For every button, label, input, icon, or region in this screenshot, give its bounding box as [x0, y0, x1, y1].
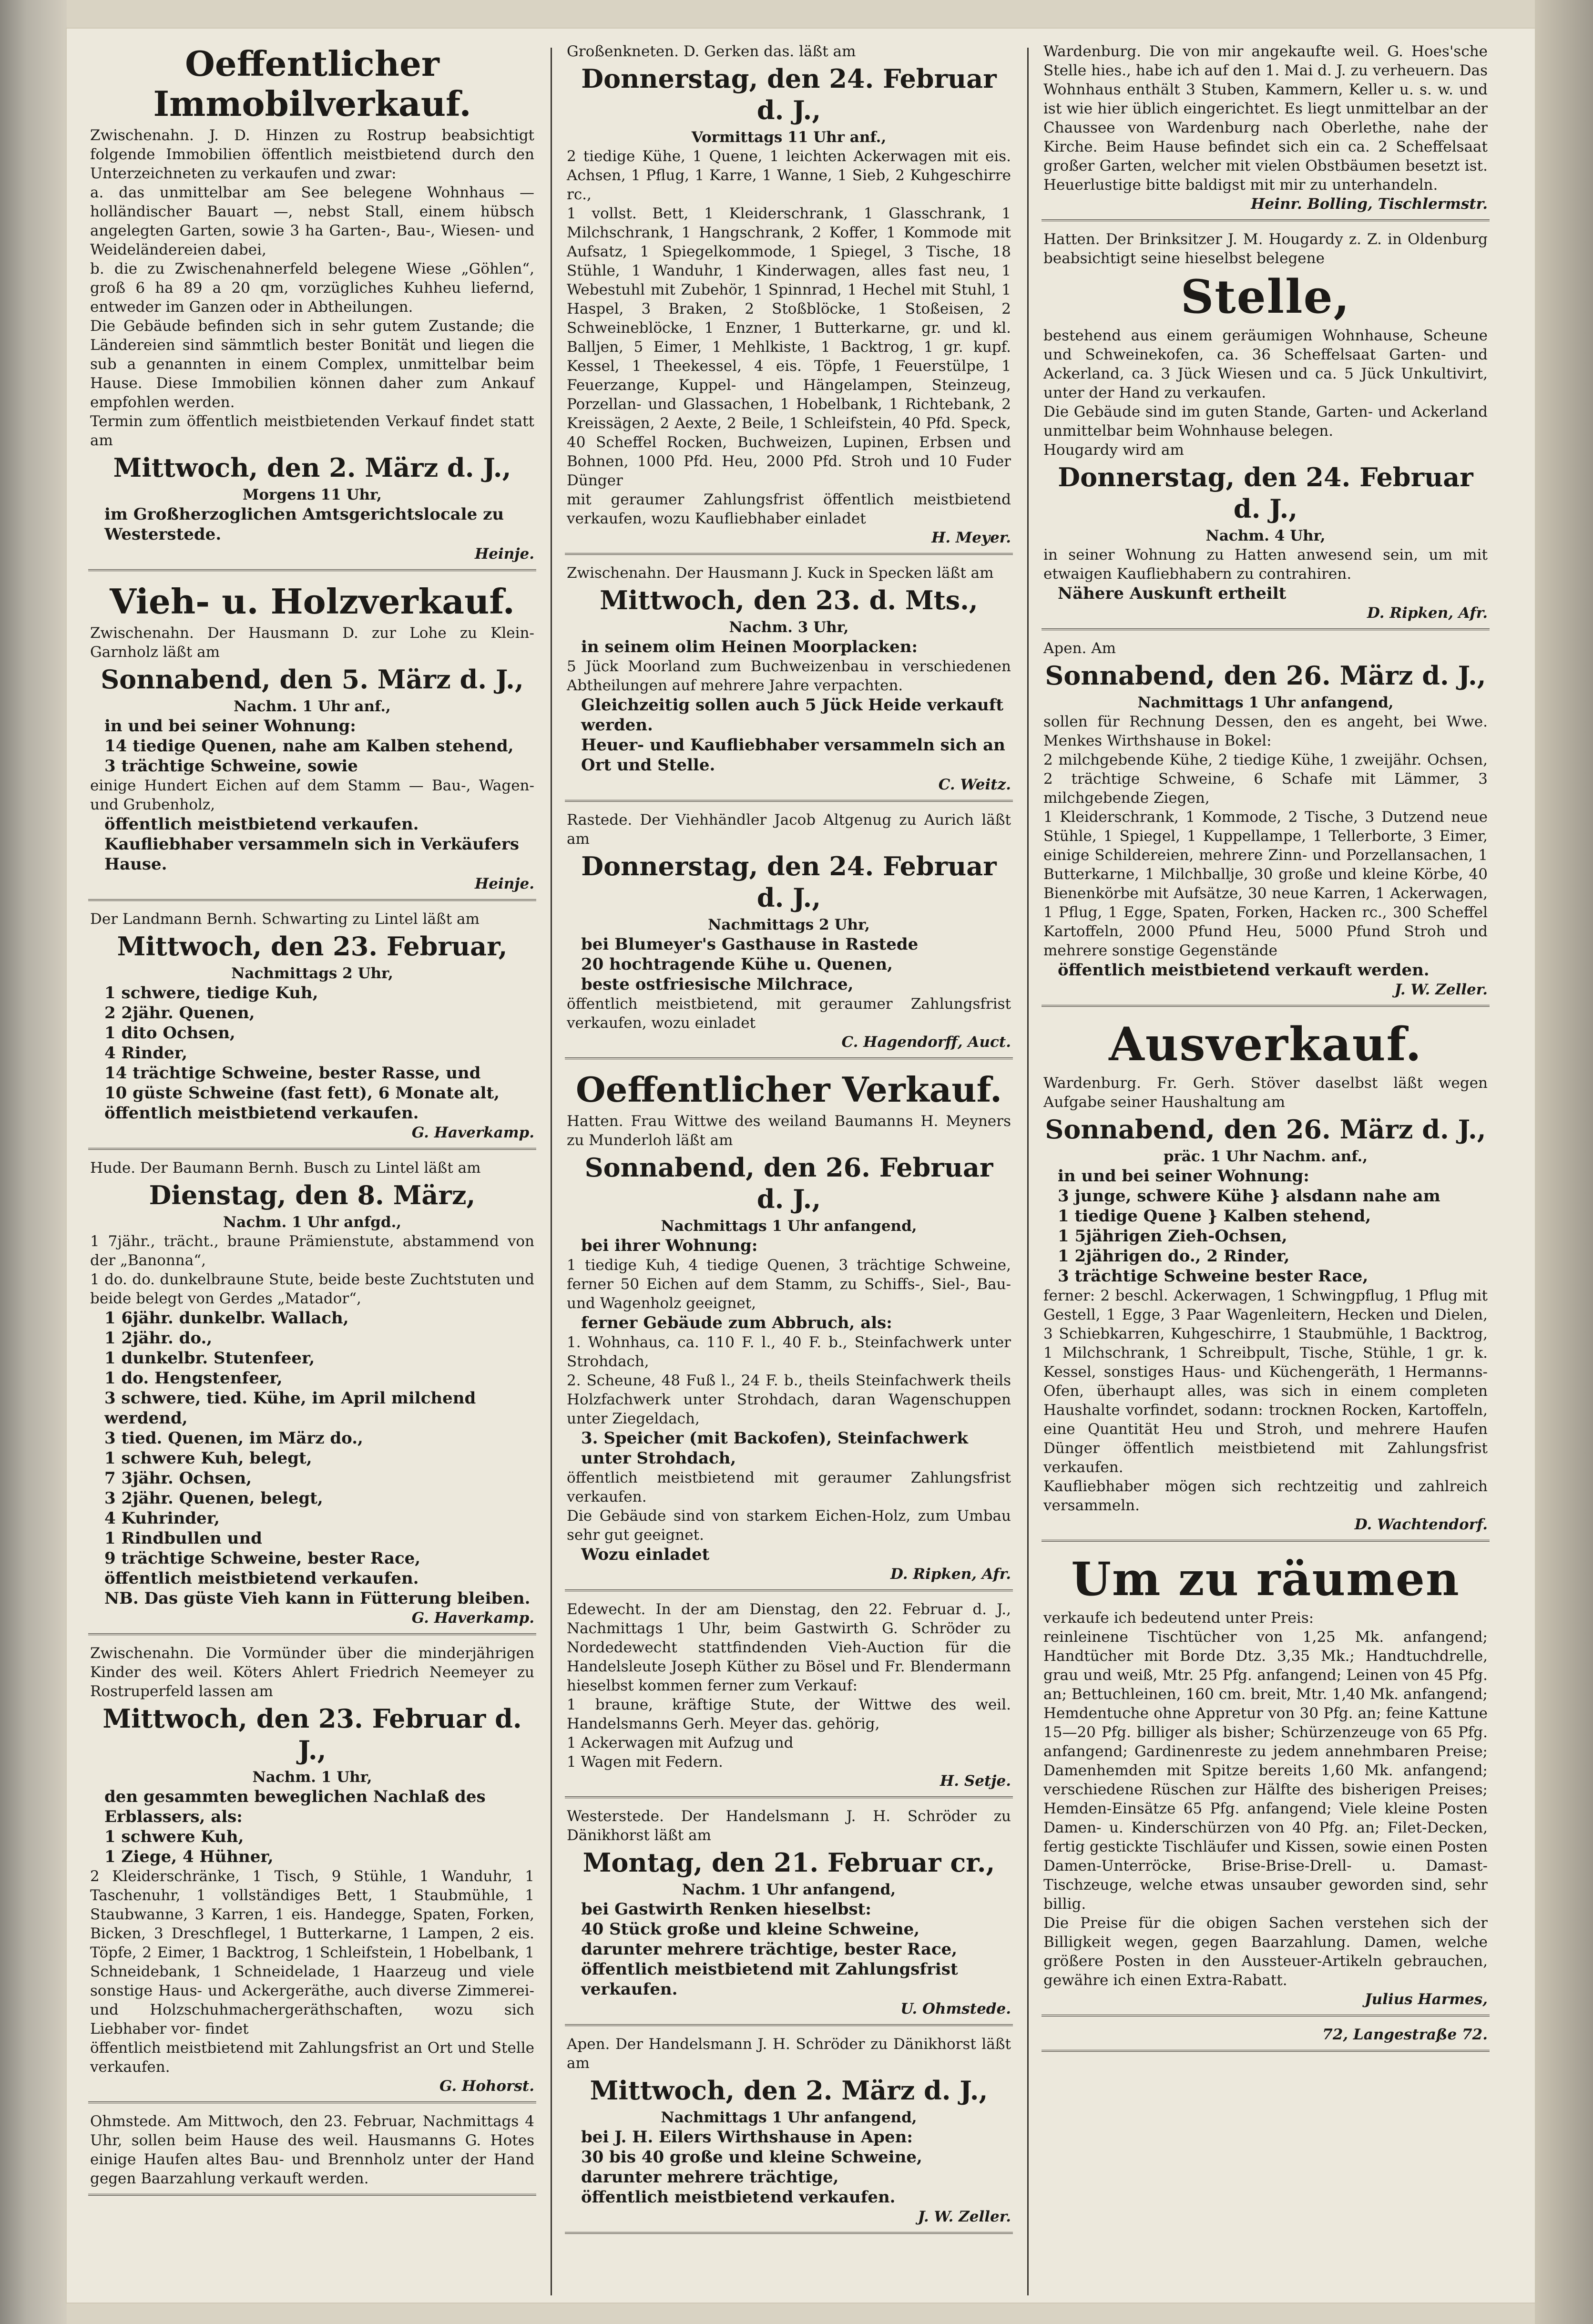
auction-time: Nachm. 4 Uhr, — [1205, 527, 1326, 544]
ad-item: 1 schwere Kuh, — [104, 1827, 244, 1846]
ad-text: 1 Wagen mit Federn. — [567, 1753, 723, 1771]
ad-text: Rastede. Der Viehhändler Jacob Altgenug zu Aurich läßt am — [567, 811, 1011, 848]
ad-item: öffentlich meistbietend mit Zahlungsfrist verkaufen. — [581, 1960, 958, 1999]
ad-signature: J. W. Zeller. — [918, 2208, 1011, 2225]
ad-text: Hougardy wird am — [1043, 441, 1184, 459]
auction-date: Mittwoch, den 23. Februar d. J., — [102, 1703, 522, 1765]
auction-time: Nachmittags 2 Uhr, — [708, 916, 870, 933]
ad-item: 1 6jähr. dunkelbr. Wallach, — [104, 1309, 349, 1328]
ad-title: Vieh- u. Holzverkauf. — [110, 581, 515, 622]
advertisement — [1042, 635, 1490, 1007]
column-1 — [88, 38, 536, 2305]
auction-date: Donnerstag, den 24. Februar d. J., — [581, 851, 997, 913]
ad-item: bei Gastwirth Renken hieselbst: — [581, 1900, 871, 1919]
ad-title: Oeffentlicher Verkauf. — [575, 1069, 1002, 1110]
ad-item: 2 2jähr. Quenen, — [104, 1003, 255, 1023]
page-edge — [1535, 0, 1593, 2324]
advertisement — [565, 807, 1013, 1059]
ad-item: 1 Kleiderschrank, 1 Kommode, 2 Tische, 3 Dutzend neue Stühle, 1 Spiegel, 1 Kuppellampe, 1 Tellerborte, 3 Eimer, einige Schildereien, mehrere Zinn- und Porzellansachen, 1 Butterkarne, 1 Milchballje, 30 große und kleine Körbe, 40 Bienenkörbe mit Aufsätze, 30 neue Karren, 1 Ackerwagen, 1 Pflug, 1 Egge, Spaten, Forken, Hacken rc., 300 Scheffel Kartoffeln, 2000 Pfund Heu, 5000 Pfund Stroh und mehrere sonstige Gegenstände — [1043, 809, 1488, 959]
auction-time: Nachm. 1 Uhr, — [252, 1769, 372, 1786]
advertisement — [88, 1155, 536, 1635]
advertisement — [565, 1803, 1013, 2026]
ad-item: 1 dunkelbr. Stutenfeer, — [104, 1349, 315, 1368]
ad-item: 30 bis 40 große und kleine Schweine, — [581, 2148, 922, 2167]
ad-signature: G. Haverkamp. — [411, 1124, 534, 1141]
ad-signature: G. Haverkamp. — [411, 1609, 534, 1627]
ad-item: 5 Jück Moorland zum Buchweizenbau in verschiedenen Abtheilungen auf mehrere Jahre verpachten. — [567, 658, 1011, 694]
auction-time: Nachmittags 2 Uhr, — [231, 965, 393, 982]
advertisement — [565, 560, 1013, 802]
advertisement — [1042, 1546, 1490, 2017]
ad-item: mit geraumer Zahlungsfrist öffentlich meistbietend verkaufen, wozu Kaufliebhaber einladet — [567, 491, 1011, 527]
ad-item: 2 Kleiderschränke, 1 Tisch, 9 Stühle, 1 Wanduhr, 1 Taschenuhr, 1 vollständiges Bett, 1 Staubmühle, 1 Staubwanne, 3 Karren, 1 eis. Handegge, Spaten, Forken, Bicken, 3 Dreschflegel, 1 Butterkarne, 1 Lampen, 2 eis. Töpfe, 2 Eimer, 1 Backtrog, 1 Schleifstein, 1 Hobelbank, 1 Schneidebank, 1 Schneidelade, 1 Haarzeug und viele sonstige Haus- und Ackergeräthe, auch diverse Zimmerei- und Holzschuhmachergeräthschaften, wozu sich Liebhaber vor- findet — [90, 1868, 534, 2037]
ad-item: 1 2jährigen do., 2 Rinder, — [1058, 1247, 1290, 1266]
column-2 — [565, 38, 1013, 2305]
auction-time: präc. 1 Uhr Nachm. anf., — [1163, 1148, 1368, 1165]
auction-date: Donnerstag, den 24. Februar d. J., — [1058, 462, 1473, 524]
ad-item: 1 schwere, tiedige Kuh, — [104, 983, 318, 1003]
ad-text: Wardenburg. Fr. Gerh. Stöver daselbst läßt wegen Aufgabe seiner Haushaltung am — [1043, 1075, 1488, 1111]
ad-item: in und bei seiner Wohnung: — [1058, 1167, 1309, 1186]
ad-item: 4 Kuhrinder, — [104, 1509, 220, 1528]
advertisement — [88, 906, 536, 1150]
auction-time: Nachmittags 1 Uhr anfangend, — [661, 1218, 917, 1235]
ad-item: öffentlich meistbietend verkauft werden. — [1058, 961, 1430, 980]
auction-date: Mittwoch, den 2. März d. J., — [590, 2075, 988, 2106]
ad-item: 4 Rinder, — [104, 1044, 188, 1063]
ad-signature: D. Wachtendorf. — [1354, 1516, 1488, 1533]
ad-item: sollen für Rechnung Dessen, den es angeht, bei Wwe. Menkes Wirthshause in Bokel: — [1043, 713, 1488, 749]
ad-text: 1 Ackerwagen mit Aufzug und — [567, 1734, 794, 1751]
ad-item: 3 tied. Quenen, im März do., — [104, 1429, 363, 1448]
ad-item: 20 hochtragende Kühe u. Quenen, — [581, 955, 893, 974]
ad-text: Großenkneten. D. Gerken das. läßt am — [567, 43, 856, 60]
ad-item: Kaufliebhaber mögen sich rechtzeitig und zahlreich versammeln. — [1043, 1478, 1488, 1514]
ad-item: 2 milchgebende Kühe, 2 tiedige Kühe, 1 zweijähr. Ochsen, 2 trächtige Schweine, 6 Schafe mit Lämmer, 3 milchgebende Ziegen, — [1043, 751, 1488, 807]
advertisement — [88, 1640, 536, 2103]
column-rule — [551, 48, 552, 2295]
ad-item: einige Hundert Eichen auf dem Stamm — Bau-, Wagen- und Grubenholz, — [90, 777, 534, 813]
column-rule — [1027, 48, 1029, 2295]
ad-item: Heuer- und Kaufliebhaber versammeln sich an Ort und Stelle. — [581, 736, 1005, 775]
ad-signature: Heinje. — [474, 875, 534, 892]
ad-item: öffentlich meistbietend mit geraumer Zahlungsfrist verkaufen. — [567, 1469, 1011, 1505]
ad-item: 40 Stück große und kleine Schweine, — [581, 1920, 920, 1939]
auction-time: Morgens 11 Uhr, — [243, 486, 382, 503]
ad-text: Hatten. Der Brinksitzer J. M. Hougardy z. Z. in Oldenburg beabsichtigt seine hieselbst belegene — [1043, 231, 1488, 267]
ad-item: bei ihrer Wohnung: — [581, 1236, 758, 1255]
ad-signature: G. Hohorst. — [439, 2078, 534, 2095]
auction-date: Dienstag, den 8. März, — [149, 1180, 476, 1210]
ad-item: 7 3jähr. Ochsen, — [104, 1469, 252, 1488]
ad-item: 9 trächtige Schweine, bester Race, — [104, 1549, 421, 1568]
ad-text: Edewecht. In der am Dienstag, den 22. Februar d. J., Nachmittags 1 Uhr, beim Gastwirth G. Schröder zu Nordedewecht stattfindenden Vieh-Auction für die Handelsleute Joseph Küther zu Bösel und Fr. Blendermann hieselbst kommen ferner zum Verkauf: — [567, 1601, 1011, 1694]
ad-title: Stelle, — [1180, 270, 1351, 324]
ad-text: 1 braune, kräftige Stute, der Wittwe des weil. Handelsmanns Gerh. Meyer das. gehörig, — [567, 1696, 1011, 1732]
ad-item: Die Gebäude sind von starkem Eichen-Holz, zum Umbau sehr gut geeignet. — [567, 1507, 1011, 1544]
ad-item: Gleichzeitig sollen auch 5 Jück Heide verkauft werden. — [581, 696, 1004, 735]
ad-signature: H. Meyer. — [931, 529, 1011, 546]
ad-signature: U. Ohmstede. — [900, 2000, 1011, 2017]
ad-title: Ausverkauf. — [1109, 1017, 1422, 1071]
ad-item: ferner Gebäude zum Abbruch, als: — [581, 1313, 892, 1332]
auction-time: Vormittags 11 Uhr anf., — [691, 129, 887, 146]
auction-date: Mittwoch, den 23. d. Mts., — [600, 585, 978, 615]
ad-item: 2 tiedige Kühe, 1 Quene, 1 leichten Ackerwagen mit eis. Achsen, 1 Pflug, 1 Karre, 1 Wanne, 1 Sieb, 2 Kuhgeschirre rc., — [567, 148, 1011, 203]
advertisement — [1042, 38, 1490, 221]
auction-date: Sonnabend, den 26. März d. J., — [1045, 660, 1486, 691]
auction-date: Mittwoch, den 2. März d. J., — [113, 452, 511, 483]
ad-item: in seiner Wohnung zu Hatten anwesend sein, um mit etwaigen Kaufliebhabern zu contrahiren. — [1043, 546, 1488, 583]
ad-item: 3 trächtige Schweine, sowie — [104, 757, 358, 776]
ad-item: 1. Wohnhaus, ca. 110 F. l., 40 F. b., Steinfachwerk unter Strohdach, — [567, 1334, 1011, 1370]
ad-item: öffentlich meistbietend verkaufen. — [104, 815, 419, 834]
ad-item: in und bei seiner Wohnung: — [104, 717, 356, 736]
ad-signature: C. Weitz. — [938, 776, 1011, 793]
advertisement — [565, 2031, 1013, 2234]
ad-item: 1 do. do. dunkelbraune Stute, beide beste Zuchtstuten und beide belegt von Gerdes „Matador“, — [90, 1271, 534, 1307]
ad-item: 1 Rindbullen und — [104, 1529, 262, 1548]
ad-text: b. die zu Zwischenahnerfeld belegene Wiese „Göhlen“, groß 6 ha 89 a 20 qm, vorzügliches Kuhheu liefernd, entweder im Ganzen oder in Abtheilungen. — [90, 260, 534, 316]
ad-item: 1 tiedige Quene } Kalben stehend, — [1058, 1207, 1371, 1226]
ad-item: bei Blumeyer's Gasthause in Rastede — [581, 935, 919, 954]
ad-text: Hude. Der Baumann Bernh. Busch zu Lintel läßt am — [90, 1159, 481, 1177]
ad-item: 1 dito Ochsen, — [104, 1024, 235, 1043]
ad-item: beste ostfriesische Milchrace, — [581, 975, 854, 994]
advertisement — [1042, 2021, 1490, 2052]
ad-item: Nähere Auskunft ertheilt — [1058, 584, 1287, 603]
auction-date: Donnerstag, den 24. Februar d. J., — [581, 63, 997, 125]
ad-text: Zwischenahn. Die Vormünder über die minderjährigen Kinder des weil. Köters Ahlert Friedrich Neemeyer zu Rostruperfeld lassen am — [90, 1645, 534, 1700]
ad-item: 3 trächtige Schweine bester Race, — [1058, 1267, 1368, 1286]
ad-text: Zwischenahn. Der Hausmann J. Kuck in Specken läßt am — [567, 564, 994, 582]
ad-signature: H. Setje. — [939, 1772, 1011, 1790]
ad-item: 1 Ziege, 4 Hühner, — [104, 1847, 274, 1866]
ad-item: bei J. H. Eilers Wirthshause in Apen: — [581, 2128, 913, 2147]
ad-item: den gesammten beweglichen Nachlaß des Erblassers, als: — [104, 1787, 486, 1826]
auction-date: Montag, den 21. Februar cr., — [582, 1847, 995, 1878]
auction-date: Mittwoch, den 23. Februar, — [117, 931, 508, 962]
ad-item: 14 trächtige Schweine, bester Rasse, und — [104, 1064, 481, 1083]
ad-item: im Großherzoglichen Amtsgerichtslocale zu Westerstede. — [104, 505, 504, 544]
ad-signature: J. W. Zeller. — [1394, 981, 1488, 998]
ad-item: öffentlich meistbietend verkaufen. — [104, 1104, 419, 1123]
ad-title: Um zu räumen — [1071, 1552, 1460, 1606]
page-spine — [0, 0, 67, 2324]
ad-text: bestehend aus einem geräumigen Wohnhause, Scheune und Schweinekofen, ca. 36 Scheffelsaat Garten- und Ackerland, ca. 3 Jück Wiesen und ca. 5 Jück Unkultivirt, unter der Hand zu verkaufen. — [1043, 327, 1488, 401]
advertisement — [88, 38, 536, 571]
ad-item: darunter mehrere trächtige, bester Race, — [581, 1940, 958, 1959]
ad-text: Hatten. Frau Wittwe des weiland Baumanns H. Meyners zu Munderloh läßt am — [567, 1113, 1011, 1149]
ad-item: 3. Speicher (mit Backofen), Steinfachwerk unter Strohdach, — [581, 1429, 968, 1468]
auction-time: Nachm. 1 Uhr anfgd., — [223, 1214, 402, 1231]
ad-text: Termin zum öffentlich meistbietenden Verkauf findet statt am — [90, 413, 534, 449]
ad-signature: 72, Langestraße 72. — [1322, 2026, 1488, 2043]
ad-item: in seinem olim Heinen Moorplacken: — [581, 637, 918, 656]
ad-text: a. das unmittelbar am See belegene Wohnhaus — holländischer Bauart —, nebst Stall, einem hübsch angelegten Garten, sowie 3 ha Garten-, Bau-, Wiesen- und Weideländereien dabei, — [90, 184, 534, 258]
ad-signature: Heinje. — [474, 545, 534, 563]
ad-signature: Heinr. Bolling, Tischlermstr. — [1251, 195, 1488, 213]
ad-item: ferner: 2 beschl. Ackerwagen, 1 Schwingpflug, 1 Pflug mit Gestell, 1 Egge, 3 Paar Wagenleitern, Hecken und Dielen, 3 Schiebkarren, Kuhgeschirre, 1 Staubmühle, 1 Backtrog, 1 Milchschrank, 1 Schreibpult, Tische, Stühle, 1 gr. k. Kessel, sonstiges Haus- und Küchengeräth, 1 Hermanns-Ofen, überhaupt alles, was sich in einem completen Haushalte vorfindet, sodann: trocknen Rocken, Kartoffeln, eine Quantität Heu und Stroh, und mehrere Haufen Dünger öffentlich meistbietend mit Zahlungsfrist verkaufen. — [1043, 1287, 1488, 1476]
ad-text: Apen. Am — [1043, 640, 1116, 657]
ad-text: reinleinene Tischtücher von 1,25 Mk. anfangend; Handtücher mit Borde Dtz. 3,35 Mk.; Handtuchdrelle, grau und weiß, Mtr. 25 Pfg. anfangend; Leinen von 45 Pfg. an; Bettuchleinen, 160 cm. breit, Mtr. 1,40 Mk. anfangend; Hemdentuche ohne Appretur von 30 Pfg. an; feine Kattune 15—20 Pfg. billiger als bisher; Schürzenzeuge von 65 Pfg. anfangend; Gardinenreste zu jedem annehmbaren Preise; Damenhemden mit Spitze bereits 1,60 Mk. anfangend; verschiedene Rüschen zur Hälfte des bisherigen Preises; Hemden-Einsätze 65 Pfg. anfangend; Viele kleine Posten Damen- u. Kinderschürzen von 40 Pfg. an; Filet-Decken, fertig gestickte Tischläufer und Kissen, sowie einen Posten Damen-Unterröcke, Brise-Brise-Drell- u. Damast-Tischzeuge, welche etwas unsauber geworden sind, sehr billig. — [1043, 1628, 1488, 1913]
ad-item: 1 7jähr., trächt., braune Prämienstute, abstammend von der „Banonna“, — [90, 1233, 534, 1269]
ad-text: verkaufe ich bedeutend unter Preis: — [1043, 1609, 1314, 1627]
ad-text: Die Gebäude befinden sich in sehr gutem Zustande; die Ländereien sind sämmtlich bester Bonität und liegen die sub a genannten in einem Complex, unmittelbar beim Hause. Diese Immobilien können daher zum Ankauf empfohlen werden. — [90, 317, 534, 411]
ad-signature: D. Ripken, Afr. — [1367, 604, 1488, 622]
ad-signature: Julius Harmes, — [1364, 1991, 1488, 2008]
ad-item: 2. Scheune, 48 Fuß l., 24 F. b., theils Steinfachwerk theils Holzfachwerk unter Strohdach, daran Wagenschuppen unter Ziegeldach, — [567, 1372, 1011, 1427]
advertisement — [1042, 226, 1490, 630]
ad-item: NB. Das güste Vieh kann in Fütterung bleiben. — [104, 1589, 531, 1608]
ad-item: 1 tiedige Kuh, 4 tiedige Quenen, 3 trächtige Schweine, ferner 50 Eichen auf dem Stamm, zu Schiffs-, Siel-, Bau- und Wagenholz geeignet, — [567, 1257, 1011, 1312]
ad-text: Die Preise für die obigen Sachen verstehen sich der Billigkeit wegen, gegen Baarzahlung. Damen, welche größere Posten in den Aussteuer-Artikeln gebrauchen, gewähre ich einen Extra-Rabatt. — [1043, 1914, 1488, 1989]
ad-item: öffentlich meistbietend, mit geraumer Zahlungsfrist verkaufen, wozu einladet — [567, 995, 1011, 1032]
advertisement — [1042, 1012, 1490, 1542]
ad-item: 3 2jähr. Quenen, belegt, — [104, 1489, 323, 1508]
ad-item: 1 schwere Kuh, belegt, — [104, 1449, 312, 1468]
ad-item: 14 tiedige Quenen, nahe am Kalben stehend, — [104, 737, 514, 756]
ad-item: 1 5jährigen Zieh-Ochsen, — [1058, 1227, 1287, 1246]
advertisement — [565, 1064, 1013, 1591]
ad-item: 3 junge, schwere Kühe } alsdann nahe am — [1058, 1187, 1440, 1206]
ad-text: Zwischenahn. Der Hausmann D. zur Lohe zu Klein-Garnholz läßt am — [90, 625, 534, 661]
ad-item: 1 2jähr. do., — [104, 1329, 213, 1348]
ad-signature: C. Hagendorff, Auct. — [841, 1034, 1011, 1051]
ad-item: Wozu einladet — [581, 1545, 710, 1564]
advertisement — [88, 576, 536, 901]
ad-item: darunter mehrere trächtige, — [581, 2168, 839, 2187]
ad-item: 3 schwere, tied. Kühe, im April milchend werdend, — [104, 1389, 476, 1428]
auction-time: Nachmittags 1 Uhr anfangend, — [661, 2109, 917, 2126]
auction-date: Sonnabend, den 26. März d. J., — [1045, 1114, 1486, 1145]
ad-text: Zwischenahn. J. D. Hinzen zu Rostrup beabsichtigt folgende Immobilien öffentlich meistbietend durch den Unterzeichneten zu verkaufen und zwar: — [90, 127, 534, 182]
ad-item: öffentlich meistbietend verkaufen. — [104, 1569, 419, 1588]
auction-time: Nachm. 1 Uhr anfangend, — [682, 1881, 896, 1898]
ad-text: Der Landmann Bernh. Schwarting zu Lintel läßt am — [90, 911, 480, 928]
auction-time: Nachm. 1 Uhr anf., — [234, 698, 391, 715]
ad-text: Die Gebäude sind im guten Stande, Garten- und Ackerland unmittelbar beim Wohnhause belegen. — [1043, 403, 1488, 440]
ad-text: Ohmstede. Am Mittwoch, den 23. Februar, Nachmittags 4 Uhr, sollen beim Hause des weil. Hausmanns G. Hotes einige Haufen altes Bau- und Brennholz unter der Hand gegen Baarzahlung verkauft werden. — [90, 2113, 534, 2187]
auction-date: Sonnabend, den 26. Februar d. J., — [584, 1152, 993, 1214]
ad-item: 10 güste Schweine (fast fett), 6 Monate alt, — [104, 1084, 500, 1103]
ad-text: Wardenburg. Die von mir angekaufte weil. G. Hoes'sche Stelle hies., habe ich auf den 1. Mai d. J. zu verheuern. Das Wohnhaus enthält 3 Stuben, Kammern, Keller u. s. w. und ist wie hier üblich eingerichtet. Es liegt unmittelbar an der Chaussee von Wardenburg nach Oberlethe, nahe der Kirche. Beim Hause befindet sich ein ca. 2 Scheffelsaat großer Garten, welcher mit vielen Obstbäumen besetzt ist. Heuerlustige bitte baldigst mit mir zu unterhandeln. — [1043, 43, 1488, 194]
ad-signature: D. Ripken, Afr. — [890, 1566, 1011, 1583]
advertisement — [88, 2108, 536, 2196]
ad-text: Apen. Der Handelsmann J. H. Schröder zu Dänikhorst läßt am — [567, 2036, 1011, 2072]
auction-date: Sonnabend, den 5. März d. J., — [101, 664, 524, 695]
auction-time: Nachmittags 1 Uhr anfangend, — [1137, 694, 1394, 711]
ad-item: 1 vollst. Bett, 1 Kleiderschrank, 1 Glasschrank, 1 Milchschrank, 1 Hangschrank, 2 Koffer, 1 Kommode mit Aufsatz, 1 Spiegelkommode, 1 Spiegel, 3 Tische, 18 Stühle, 1 Wanduhr, 1 Kinderwagen, alles fast neu, 1 Webestuhl mit Zubehör, 1 Spinnrad, 1 Hechel mit Stuhl, 1 Haspel, 3 Braken, 2 Stoßblöcke, 1 Stoßeisen, 2 Schweineblöcke, 1 Enzner, 1 Butterkarne, gr. und kl. Balljen, 5 Eimer, 1 Mehlkiste, 1 Backtrog, 1 gr. kupf. Kessel, 1 Theekessel, 4 eis. Töpfe, 1 Feuerstülpe, 1 Feuerzange, Kuppel- und Hängelampen, Steinzeug, Porzellan- und Glassachen, 1 Hobelbank, 1 Richtebank, 2 Kreissägen, 2 Aexte, 2 Beile, 1 Schleifstein, 40 Pfd. Speck, 40 Scheffel Rocken, Buchweizen, Lupinen, Erbsen und Bohnen, 1000 Pfd. Heu, 2000 Pfd. Stroh und 10 Fuder Dünger — [567, 205, 1011, 489]
ad-item: 1 do. Hengstenfeer, — [104, 1369, 283, 1388]
ad-title: Oeffentlicher Immobilverkauf. — [153, 43, 471, 124]
advertisement — [565, 1596, 1013, 1798]
auction-time: Nachm. 3 Uhr, — [729, 619, 849, 636]
ad-item: öffentlich meistbietend verkaufen. — [581, 2188, 896, 2207]
ad-item: öffentlich meistbietend mit Zahlungsfrist an Ort und Stelle verkaufen. — [90, 2039, 534, 2076]
column-3 — [1042, 38, 1490, 2305]
ad-item: Kaufliebhaber versammeln sich in Verkäufers Hause. — [104, 835, 519, 874]
ad-text: Westerstede. Der Handelsmann J. H. Schröder zu Dänikhorst läßt am — [567, 1808, 1011, 1844]
advertisement — [565, 38, 1013, 555]
